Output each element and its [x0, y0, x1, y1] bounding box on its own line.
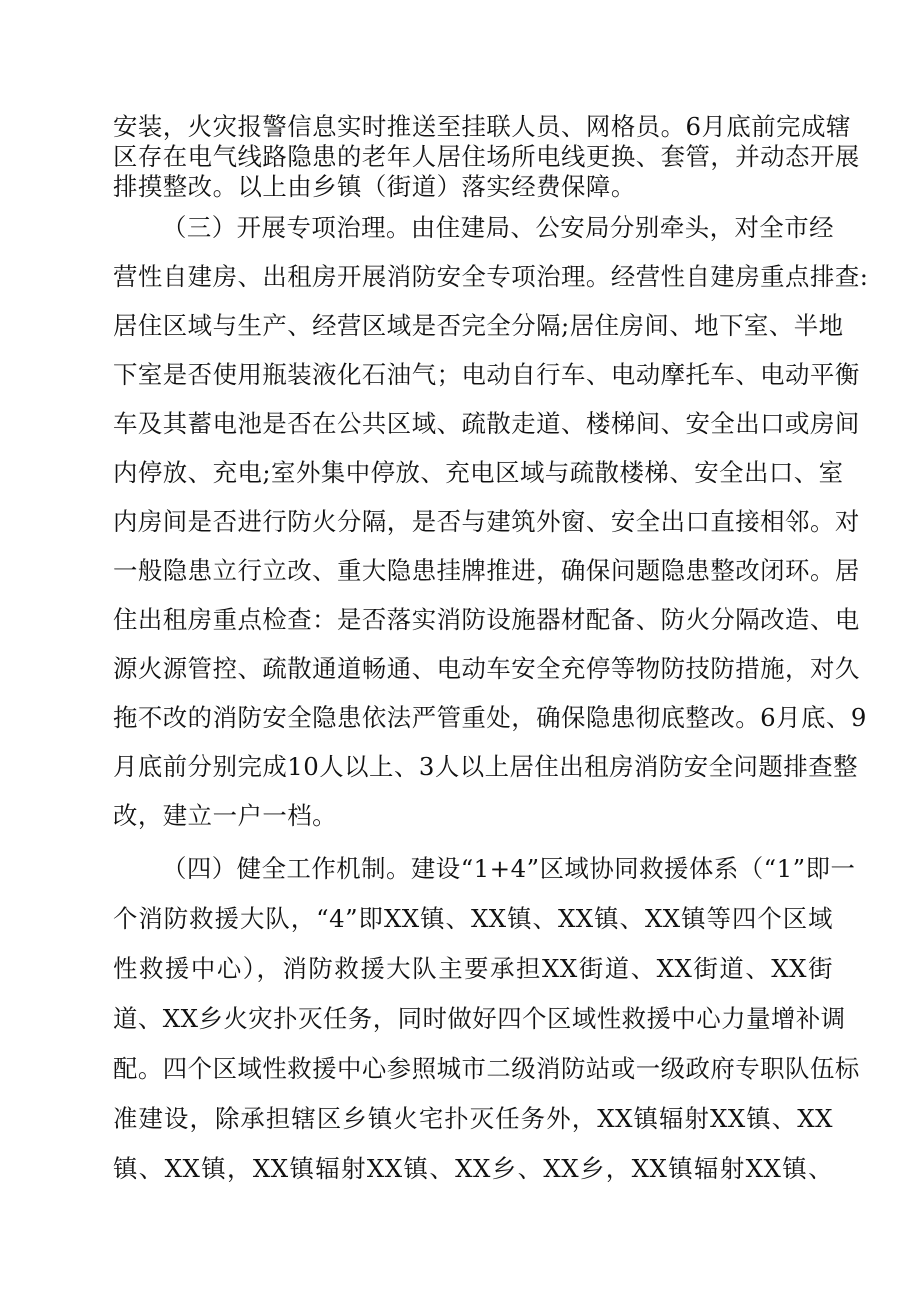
paragraph-line: 车及其蓄电池是否在公共区域、疏散走道、楼梯间、安全出口或房间: [113, 409, 860, 438]
paragraph-line: 准建设，除承担辖区乡镇火宅扑灭任务外，XX镇辐射XX镇、XX: [113, 1104, 833, 1133]
paragraph-line: 个消防救援大队，“4”即XX镇、XX镇、XX镇、XX镇等四个区域: [113, 904, 833, 933]
paragraph-line: 安装，火灾报警信息实时推送至挂联人员、网格员。6月底前完成辖: [113, 112, 851, 141]
paragraph-line: 一般隐患立行立改、重大隐患挂牌推进，确保问题隐患整改闭环。居: [113, 556, 860, 585]
paragraph-line: 住出租房重点检查：是否落实消防设施器材配备、防火分隔改造、电: [113, 605, 860, 634]
paragraph-line: 性救援中心），消防救援大队主要承担XX街道、XX街道、XX街: [113, 954, 833, 983]
section-heading-line: （三）开展专项治理。由住建局、公安局分别牵头，对全市经: [162, 213, 835, 242]
paragraph-line: 营性自建房、出租房开展消防安全专项治理。经营性自建房重点排查:: [113, 262, 869, 291]
paragraph-line: 内停放、充电;室外集中停放、充电区域与疏散楼梯、安全出口、室: [113, 458, 844, 487]
paragraph-line: 镇、XX镇，XX镇辐射XX镇、XX乡、XX乡，XX镇辐射XX镇、: [113, 1154, 833, 1183]
paragraph-line: 区存在电气线路隐患的老年人居住场所电线更换、套管，并动态开展: [113, 142, 860, 171]
paragraph-line: 改，建立一户一档。: [113, 801, 338, 830]
paragraph-line: 排摸整改。以上由乡镇（街道）落实经费保障。: [113, 172, 636, 201]
paragraph-line: 月底前分别完成10人以上、3人以上居住出租房消防安全问题排查整: [113, 752, 858, 781]
paragraph-line: 配。四个区域性救援中心参照城市二级消防站或一级政府专职队伍标: [113, 1054, 860, 1083]
paragraph-line: 道、XX乡火灾扑灭任务，同时做好四个区域性救援中心力量增补调: [113, 1004, 846, 1033]
paragraph-line: 内房间是否进行防火分隔，是否与建筑外窗、安全出口直接相邻。对: [113, 507, 860, 536]
paragraph-line: 拖不改的消防安全隐患依法严管重处，确保隐患彻底整改。6月底、9: [113, 703, 867, 732]
paragraph-line: 居住区域与生产、经营区域是否完全分隔;居住房间、地下室、半地: [113, 311, 844, 340]
paragraph-line: 源火源管控、疏散通道畅通、电动车安全充停等物防技防措施，对久: [113, 654, 860, 683]
paragraph-line: 下室是否使用瓶装液化石油气；电动自行车、电动摩托车、电动平衡: [113, 360, 860, 389]
section-heading-line: （四）健全工作机制。建设“1+4”区域协同救援体系（“1”即一: [162, 854, 856, 883]
